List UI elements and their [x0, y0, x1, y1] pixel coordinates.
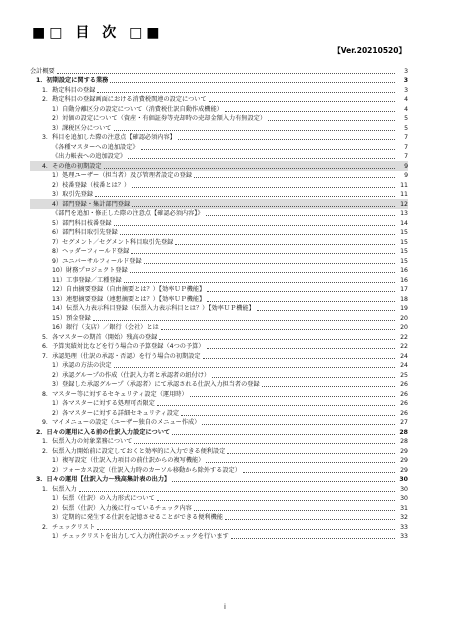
toc-entry-page: 13 — [400, 210, 408, 217]
toc-entry-label: 5．各マスターの期首（開始）残高の登録 — [42, 333, 158, 341]
toc-entry[interactable] — [30, 465, 408, 475]
dot-leader — [225, 518, 395, 520]
dot-leader — [128, 157, 395, 159]
toc-entry-label: 1）伝票（仕訳）の入力形式について — [52, 495, 155, 502]
dot-leader — [203, 357, 395, 359]
dot-leader — [172, 480, 395, 482]
toc-entry[interactable] — [30, 380, 408, 390]
toc-entry-page: 14 — [400, 219, 408, 227]
dot-leader — [132, 205, 395, 207]
toc-entry[interactable] — [30, 361, 408, 371]
toc-entry[interactable] — [30, 513, 408, 523]
toc-entry[interactable] — [30, 408, 408, 418]
toc-entry[interactable] — [30, 114, 408, 124]
dot-leader — [157, 404, 395, 406]
version-label: 【Ver.20210520】 — [333, 46, 406, 55]
toc-entry-page: 11 — [400, 191, 408, 198]
table-of-contents — [30, 66, 408, 541]
toc-entry[interactable] — [30, 237, 408, 247]
dot-leader — [202, 423, 395, 425]
toc-entry-page: 28 — [400, 438, 408, 445]
toc-entry-page: 28 — [399, 428, 408, 436]
toc-entry[interactable] — [30, 342, 408, 352]
toc-entry[interactable] — [30, 399, 408, 409]
dot-leader — [141, 148, 395, 150]
toc-entry-label: 2）各マスターに対する詳細セキュリティ設定 — [52, 409, 180, 417]
toc-entry-page: 24 — [400, 352, 408, 360]
toc-entry-page: 3 — [403, 77, 408, 84]
toc-entry[interactable] — [30, 323, 408, 333]
toc-entry-label: 4）部門登録・集計部門登録 — [52, 200, 131, 208]
dot-leader — [124, 281, 395, 283]
toc-entry-label: 15）預金登録 — [52, 314, 91, 322]
toc-entry-label: 12）自由摘要登録（自由摘要とは？）【効率ＵＰ機能】 — [52, 286, 206, 293]
dot-leader — [144, 262, 395, 264]
dot-leader — [120, 233, 395, 235]
toc-entry-page: 15 — [400, 229, 408, 236]
toc-entry-label: 3）定期的に発生する仕訳を記憶させることができる便利機能 — [52, 514, 223, 521]
toc-entry[interactable] — [30, 437, 408, 447]
toc-entry-label: 1．伝票入力の対象業務について — [42, 438, 133, 445]
toc-entry-page: 4 — [404, 96, 408, 103]
toc-entry[interactable] — [30, 266, 408, 276]
dot-leader — [225, 110, 395, 112]
toc-entry-page: 20 — [400, 314, 408, 322]
toc-entry[interactable] — [30, 313, 408, 323]
toc-entry[interactable] — [30, 218, 408, 228]
toc-entry-label: 2）フォーカス設定（仕訳入力時のカーソル移動から除外する設定） — [52, 466, 241, 474]
toc-entry-label: 《部門を追加・修正した際の注意点【確認必須内容】》 — [52, 210, 204, 217]
dot-leader — [206, 214, 395, 216]
toc-entry-page: 9 — [404, 162, 408, 170]
toc-entry-page: 26 — [400, 409, 408, 417]
toc-entry-label: 2）伝票（仕訳）入力後に行っているチェック内容 — [52, 504, 192, 512]
toc-entry-label: 1）自動分離区分の設定について（消費税仕訳自動作成機能） — [52, 105, 223, 113]
toc-entry-page: 18 — [400, 295, 408, 303]
toc-entry-label: 3．日々の運用【仕訳入力～残高集計表の出力】 — [36, 476, 171, 483]
dot-leader — [57, 72, 395, 74]
dot-leader — [257, 309, 395, 311]
toc-entry[interactable] — [30, 247, 408, 257]
toc-entry-label: 5）部門科目枝番登録 — [52, 219, 112, 227]
toc-entry-page: 7 — [404, 143, 408, 151]
dot-leader — [209, 100, 395, 102]
toc-entry-page: 33 — [400, 533, 408, 540]
toc-entry[interactable] — [30, 66, 408, 76]
dot-leader — [231, 537, 395, 539]
toc-entry[interactable] — [30, 228, 408, 238]
toc-entry[interactable] — [30, 152, 408, 162]
toc-entry[interactable] — [30, 256, 408, 266]
toc-entry[interactable] — [30, 503, 408, 513]
toc-entry-page: 31 — [400, 504, 408, 512]
dot-leader — [178, 138, 395, 140]
toc-title: ■□ 目 次 □■ — [32, 25, 164, 41]
toc-entry-page: 12 — [400, 200, 408, 208]
toc-entry[interactable] — [30, 76, 408, 86]
toc-entry-label: 1．勘定科目の登録 — [42, 86, 96, 94]
toc-entry[interactable] — [30, 304, 408, 314]
toc-entry-label: 6．予算実績対比などを行う場合の予算登録（4つの予算） — [42, 343, 205, 350]
dot-leader — [93, 319, 395, 321]
dot-leader — [97, 528, 395, 530]
toc-entry-label: 9）ユニバーサルフィールド登録 — [52, 257, 142, 265]
toc-entry-label: 1．伝票入力 — [42, 485, 77, 493]
toc-entry-label: 1）承認の方法の決定 — [52, 362, 112, 369]
toc-entry[interactable] — [30, 142, 408, 152]
toc-entry-label: 8）ヘッダーフィールド登録 — [52, 248, 130, 255]
toc-entry-page: 15 — [400, 257, 408, 265]
toc-entry-page: 30 — [400, 485, 408, 493]
toc-entry[interactable] — [30, 104, 408, 114]
toc-entry[interactable] — [30, 389, 408, 399]
toc-entry[interactable] — [30, 171, 408, 181]
dot-leader — [104, 167, 395, 169]
toc-entry[interactable] — [30, 199, 408, 209]
toc-entry-label: 3）課税区分について — [52, 124, 112, 132]
toc-entry-label: 1）複写設定（仕訳入力項目の前仕訳からの複写機能） — [52, 457, 205, 464]
toc-entry-page: 29 — [400, 466, 408, 474]
toc-entry[interactable] — [30, 532, 408, 542]
dot-leader — [207, 290, 395, 292]
toc-entry-label: 16）銀行（支店）／銀行（会社）とは — [52, 324, 159, 331]
toc-entry-label: 8．マスター等に対するセキュリティ設定（運用時） — [42, 390, 188, 398]
page-number: i — [224, 603, 226, 611]
toc-entry-label: 1）チェックリストを出力して入力済仕訳のチェックを行います — [52, 533, 229, 540]
dot-leader — [110, 81, 395, 83]
toc-entry[interactable] — [30, 494, 408, 504]
dot-leader — [227, 452, 395, 454]
dot-leader — [132, 186, 395, 188]
toc-entry-label: 1）処理ユーザー（担当者）及び管理者設定の登録 — [52, 172, 193, 179]
dot-leader — [207, 300, 395, 302]
toc-entry-page: 22 — [400, 333, 408, 341]
toc-entry-page: 27 — [400, 419, 408, 426]
toc-entry-page: 4 — [404, 105, 408, 113]
toc-entry-page: 7 — [404, 134, 408, 141]
toc-entry[interactable] — [30, 285, 408, 295]
toc-entry-label: 4．その他の初期設定 — [42, 162, 102, 170]
toc-entry-label: 14）伝票入力表示科目登録（伝票入力表示科目とは？）【効率ＵＰ機能】 — [52, 305, 255, 312]
toc-entry-label: 《各種マスターへの追加設定》 — [52, 143, 139, 151]
dot-leader — [175, 243, 395, 245]
dot-leader — [97, 91, 395, 93]
toc-entry-page: 15 — [400, 248, 408, 255]
toc-entry[interactable] — [30, 475, 408, 485]
toc-entry[interactable] — [30, 123, 408, 133]
dot-leader — [190, 395, 395, 397]
toc-entry-label: 《出力帳表への追加設定》 — [52, 153, 127, 160]
toc-entry-page: 16 — [400, 267, 408, 274]
toc-entry-label: 6）部門科目取引先登録 — [52, 229, 118, 236]
toc-entry[interactable] — [30, 180, 408, 190]
toc-entry-page: 29 — [400, 447, 408, 455]
toc-entry-page: 32 — [400, 514, 408, 521]
toc-entry-label: 3）登録した承認グループ（承認者）にて承認される仕訳入力担当者の登録 — [52, 381, 260, 388]
toc-entry-page: 3 — [404, 86, 408, 94]
toc-entry-label: 1）各マスターに対する処理可否限定 — [52, 400, 155, 407]
toc-entry-label: 3）取引先登録 — [52, 191, 94, 198]
toc-entry[interactable] — [30, 190, 408, 200]
toc-entry-label: 10）財務プロジェクト登録 — [52, 267, 128, 274]
dot-leader — [157, 499, 395, 501]
toc-entry[interactable] — [30, 332, 408, 342]
toc-entry-label: 2）枝番登録（枝番とは？） — [52, 181, 131, 189]
toc-entry-page: 26 — [400, 390, 408, 398]
toc-entry-label: 11）工事登録／工種登録 — [52, 276, 122, 284]
dot-leader — [181, 414, 395, 416]
toc-entry-page: 22 — [400, 343, 408, 350]
dot-leader — [207, 347, 395, 349]
dot-leader — [114, 129, 396, 131]
toc-entry-page: 7 — [404, 153, 408, 160]
dot-leader — [161, 328, 395, 330]
toc-entry-label: 1．初期設定に関する業務 — [36, 77, 109, 84]
toc-entry[interactable] — [30, 133, 408, 143]
toc-entry-label: 2．勘定科目の登録画面における消費税関連の設定について — [42, 96, 207, 103]
dot-leader — [212, 376, 395, 378]
toc-entry-page: 25 — [400, 371, 408, 379]
dot-leader — [79, 490, 395, 492]
dot-leader — [130, 271, 395, 273]
toc-entry-page: 3 — [404, 67, 408, 75]
toc-entry[interactable] — [30, 418, 408, 428]
toc-entry-page: 26 — [400, 400, 408, 407]
dot-leader — [95, 195, 395, 197]
dot-leader — [262, 385, 395, 387]
toc-entry-label: 7．承認処理（仕訳の承認・否認）を行う場合の初期設定 — [42, 352, 201, 360]
dot-leader — [172, 433, 395, 435]
toc-entry-label: 2．日々の運用に入る前の仕訳入力設定について — [36, 428, 171, 436]
dot-leader — [159, 338, 395, 340]
toc-entry[interactable] — [30, 456, 408, 466]
toc-entry[interactable] — [30, 161, 408, 171]
toc-entry-page: 30 — [400, 495, 408, 502]
toc-entry-page: 5 — [404, 115, 408, 122]
toc-entry-page: 16 — [400, 276, 408, 284]
toc-entry[interactable] — [30, 209, 408, 219]
toc-entry-label: 2．伝票入力開始前に設定しておくと効率的に入力できる便利設定 — [42, 447, 226, 455]
toc-entry-label: 3．科目を追加した際の注意点【確認必須内容】 — [42, 134, 176, 141]
toc-entry-label: 2）対価の設定について（資産・有価証券等売却時の売却金額入力有無設定） — [52, 115, 267, 122]
toc-entry-page: 24 — [400, 362, 408, 369]
toc-entry-label: 会計概要 — [30, 67, 55, 75]
toc-entry-page: 33 — [400, 523, 408, 531]
dot-leader — [114, 366, 395, 368]
dot-leader — [268, 119, 395, 121]
toc-entry-label: 2）承認グループの作成（仕訳入力者と承認者の紐付け） — [52, 371, 211, 379]
toc-entry-page: 15 — [400, 238, 408, 246]
toc-entry-page: 19 — [400, 305, 408, 312]
toc-entry-page: 5 — [404, 124, 408, 132]
toc-entry[interactable] — [30, 351, 408, 361]
toc-entry[interactable] — [30, 522, 408, 532]
toc-entry-label: 2．チェックリスト — [42, 523, 96, 531]
toc-entry-page: 29 — [400, 457, 408, 464]
dot-leader — [243, 471, 395, 473]
toc-entry-page: 17 — [400, 286, 408, 293]
toc-entry-page: 9 — [404, 172, 408, 179]
toc-entry-page: 20 — [400, 324, 408, 331]
toc-entry[interactable] — [30, 95, 408, 105]
toc-entry[interactable] — [30, 484, 408, 494]
toc-entry[interactable] — [30, 370, 408, 380]
toc-entry-label: 9．マイメニューの設定（ユーザー独自のメニュー作成） — [42, 419, 201, 426]
dot-leader — [114, 224, 395, 226]
dot-leader — [206, 461, 395, 463]
dot-leader — [194, 176, 395, 178]
toc-entry-label: 13）連想摘要登録（連想摘要とは？）【効率ＵＰ機能】 — [52, 295, 206, 303]
dot-leader — [194, 509, 395, 511]
toc-entry-page: 11 — [400, 181, 408, 189]
toc-entry[interactable] — [30, 427, 408, 437]
toc-entry[interactable] — [30, 446, 408, 456]
toc-entry-label: 7）セグメント／セグメント科目取引先登録 — [52, 238, 174, 246]
toc-entry[interactable] — [30, 85, 408, 95]
toc-entry-page: 26 — [400, 381, 408, 388]
toc-entry-page: 30 — [399, 476, 408, 483]
dot-leader — [134, 442, 395, 444]
toc-entry[interactable] — [30, 275, 408, 285]
toc-entry[interactable] — [30, 294, 408, 304]
dot-leader — [131, 252, 395, 254]
